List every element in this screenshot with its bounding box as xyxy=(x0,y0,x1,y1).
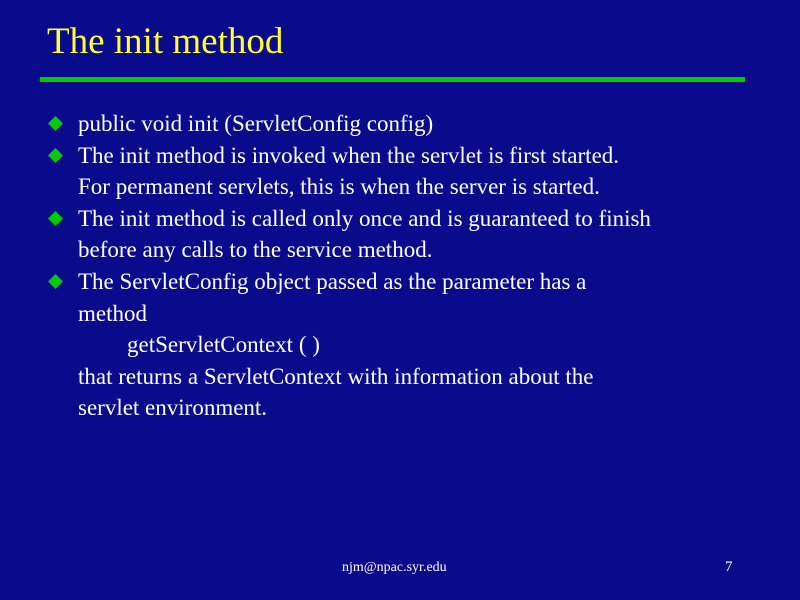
bullet-text-line: The init method is invoked when the servlet is first started. xyxy=(78,142,620,168)
slide-title: The init method xyxy=(47,21,284,62)
bullet-text-line: The ServletConfig object passed as the parameter has a xyxy=(78,268,587,294)
bullet-item xyxy=(0,266,800,424)
bullet-text-line: that returns a ServletContext with information about the xyxy=(78,363,594,389)
diamond-bullet-icon xyxy=(48,148,63,163)
bullet-item xyxy=(0,203,800,266)
bullet-text-line: before any calls to the service method. xyxy=(78,237,433,263)
bullet-text-line: public void init (ServletConfig config) xyxy=(78,111,434,136)
bullet-text-line: The init method is called only once and is guaranteed to finish xyxy=(78,205,651,231)
footer-email: njm@npac.syr.edu xyxy=(342,560,447,575)
page-number: 7 xyxy=(725,559,733,575)
bullet-text-line: For permanent servlets, this is when the server is started. xyxy=(78,174,600,200)
bullet-item xyxy=(0,140,800,203)
diamond-bullet-icon xyxy=(48,116,63,131)
code-line: getServletContext ( ) xyxy=(127,332,320,358)
title-divider xyxy=(40,77,745,82)
diamond-bullet-icon xyxy=(48,211,63,226)
diamond-bullet-icon xyxy=(48,274,63,289)
bullet-item xyxy=(0,108,800,140)
bullet-list xyxy=(0,108,800,424)
bullet-text-line: servlet environment. xyxy=(78,395,268,421)
bullet-text-line: method xyxy=(78,300,147,326)
